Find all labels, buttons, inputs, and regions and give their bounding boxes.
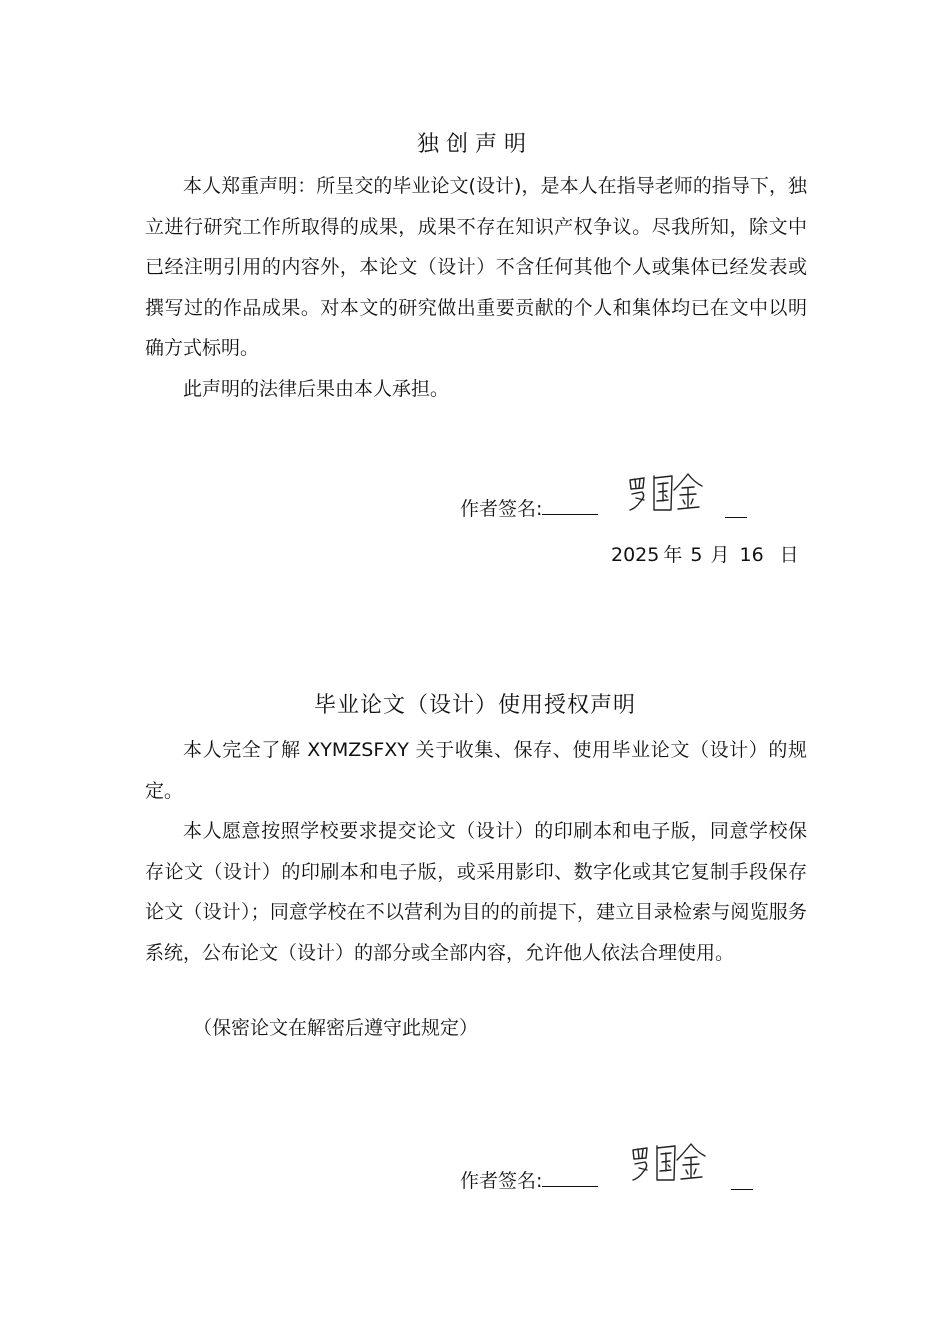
signature-tail-blank	[731, 1188, 753, 1190]
signature-blank	[542, 492, 598, 515]
date-year-unit: 年	[663, 544, 683, 566]
authorization-title: 毕业论文（设计）使用授权声明	[313, 693, 636, 718]
date-month: 5	[690, 544, 703, 566]
signature-blank	[542, 1164, 598, 1187]
authorization-paragraph: 本人完全了解 XYMZSFXY 关于收集、保存、使用毕业论文（设计）的规定。	[145, 739, 807, 802]
declaration-paragraph: 此声明的法律后果由本人承担。	[183, 378, 450, 400]
date-year: 2025	[611, 544, 660, 566]
date-month-unit: 月	[710, 544, 730, 566]
declaration-signature-line	[460, 492, 598, 524]
declaration-title: 独创声明	[416, 132, 533, 157]
authorization-signature-line	[460, 1164, 598, 1196]
signature-tail-blank	[725, 516, 747, 518]
declaration-date	[611, 540, 799, 570]
signature-label: 作者签名:	[460, 1170, 543, 1192]
signature-label: 作者签名:	[460, 498, 543, 520]
date-day-unit: 日	[779, 544, 799, 566]
date-day: 16	[739, 544, 764, 566]
confidential-note: （保密论文在解密后遵守此规定）	[193, 1017, 479, 1039]
authorization-paragraph: 本人愿意按照学校要求提交论文（设计）的印刷本和电子版，同意学校保存论文（设计）的印刷本和电子版，或采用影印、数字化或其它复制手段保存论文（设计）；同意学校在不以营利为目的的前提下，建立目录检索与阅览服务系统，公布论文（设计）的部分或全部内容，允许他人依法合理使用。	[145, 820, 807, 964]
handwritten-signature	[622, 470, 706, 518]
handwritten-signature	[625, 1140, 709, 1188]
declaration-paragraph: 本人郑重声明：所呈交的毕业论文(设计)，是本人在指导老师的指导下，独立进行研究工作所取得的成果，成果不存在知识产权争议。尽我所知，除文中已经注明引用的内容外，本论文（设计）不含任何其他个人或集体已经发表或撰写过的作品成果。对本文的研究做出重要贡献的个人和集体均已在文中以明确方式标明。	[145, 175, 807, 359]
